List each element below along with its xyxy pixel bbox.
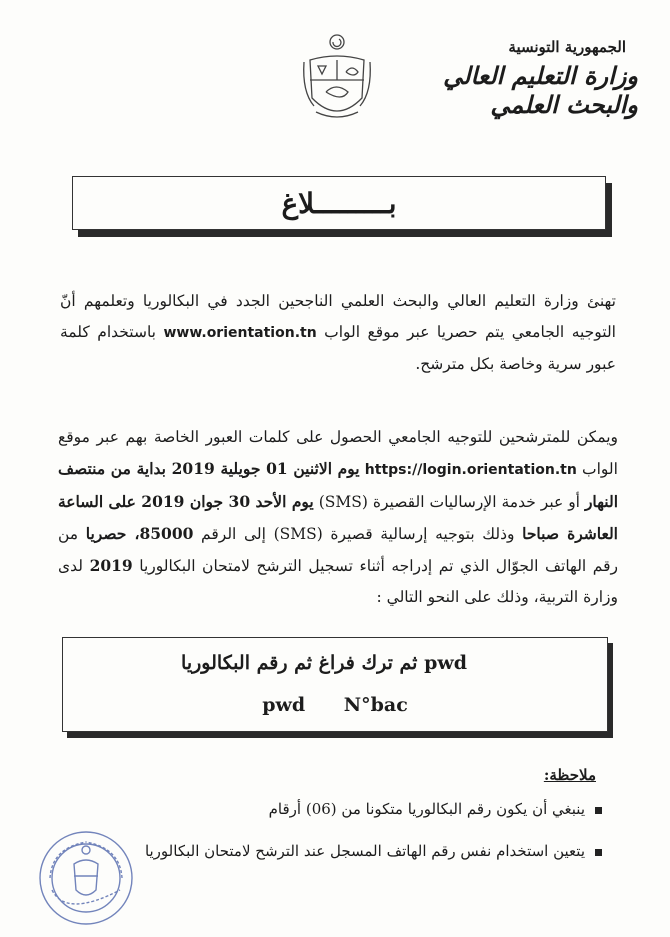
para2-sms-date: يوم الأحد 30 جوان 2019 على الساعة العاشرة صباحا: [58, 492, 618, 543]
login-url-link[interactable]: https://login.orientation.tn: [364, 462, 577, 478]
sms-number: 85000، حصريا: [85, 524, 194, 543]
notes-heading: ملاحظة:: [543, 766, 596, 784]
sms-format-box: [62, 637, 608, 732]
note-text: ينبغي أن يكون رقم البكالوريا متكونا من (06) أرقام: [268, 800, 585, 818]
example-pwd: pwd: [262, 694, 306, 716]
para2-year: 2019: [89, 556, 133, 575]
para2-intro: ويمكن للمترشحين للتوجيه الجامعي الحصول على كلمات العبور الخاصة بهم عبر موقع الواب: [58, 428, 618, 478]
para2-send-text: وذلك بتوجيه إرسالية قصيرة (SMS) إلى الرقم: [201, 525, 515, 543]
ministry-name-line2: والبحث العلمي: [490, 89, 638, 119]
para2-sms-text: أو عبر خدمة الإرساليات القصيرة (SMS): [318, 493, 580, 511]
example-bac: N°bac: [343, 694, 408, 716]
bullet-icon: [595, 849, 602, 856]
para2-date: يوم الاثنين 01 جويلية 2019 بداية من منتصف النهار: [58, 459, 618, 511]
announcement-paragraph-2: [58, 422, 618, 613]
tunisia-coat-of-arms-icon: [300, 32, 374, 130]
para1-text-after: باستخدام كلمة عبور سرية وخاصة بكل مترشح.: [60, 323, 616, 373]
para2-end-text: لدى وزارة التربية، وذلك على النحو التالي :: [58, 557, 618, 606]
announcement-paragraph-1: [60, 286, 616, 380]
para1-text-before: تهنئ وزارة التعليم العالي والبحث العلمي الناجحين الجدد في البكالوريا وتعلمهم أنّ التوجيه الجامعي يتم حصريا عبر موقع الواب: [60, 292, 616, 341]
republic-label: الجمهورية التونسية: [508, 38, 626, 56]
title-box: [72, 176, 606, 230]
ministry-header: [378, 38, 638, 120]
sms-format-instruction: pwd ثم ترك فراغ ثم رقم البكالوريا: [181, 652, 467, 674]
sms-format-example: [63, 694, 607, 716]
ministry-name-line1: وزارة التعليم العالي: [443, 61, 638, 90]
note-item: [269, 800, 602, 818]
page-title: بـــــــــلاغ: [281, 186, 397, 220]
note-text: يتعين استخدام نفس رقم الهاتف المسجل عند الترشح لامتحان البكالوريا: [144, 842, 585, 860]
bullet-icon: [595, 807, 602, 814]
para2-phone-text: من رقم الهاتف الجوّال الذي تم إدراجه أثناء تسجيل الترشح لامتحان البكالوريا: [58, 525, 618, 575]
official-stamp-icon: [36, 828, 136, 928]
orientation-url-link[interactable]: www.orientation.tn: [163, 325, 317, 341]
note-item: [145, 842, 602, 860]
